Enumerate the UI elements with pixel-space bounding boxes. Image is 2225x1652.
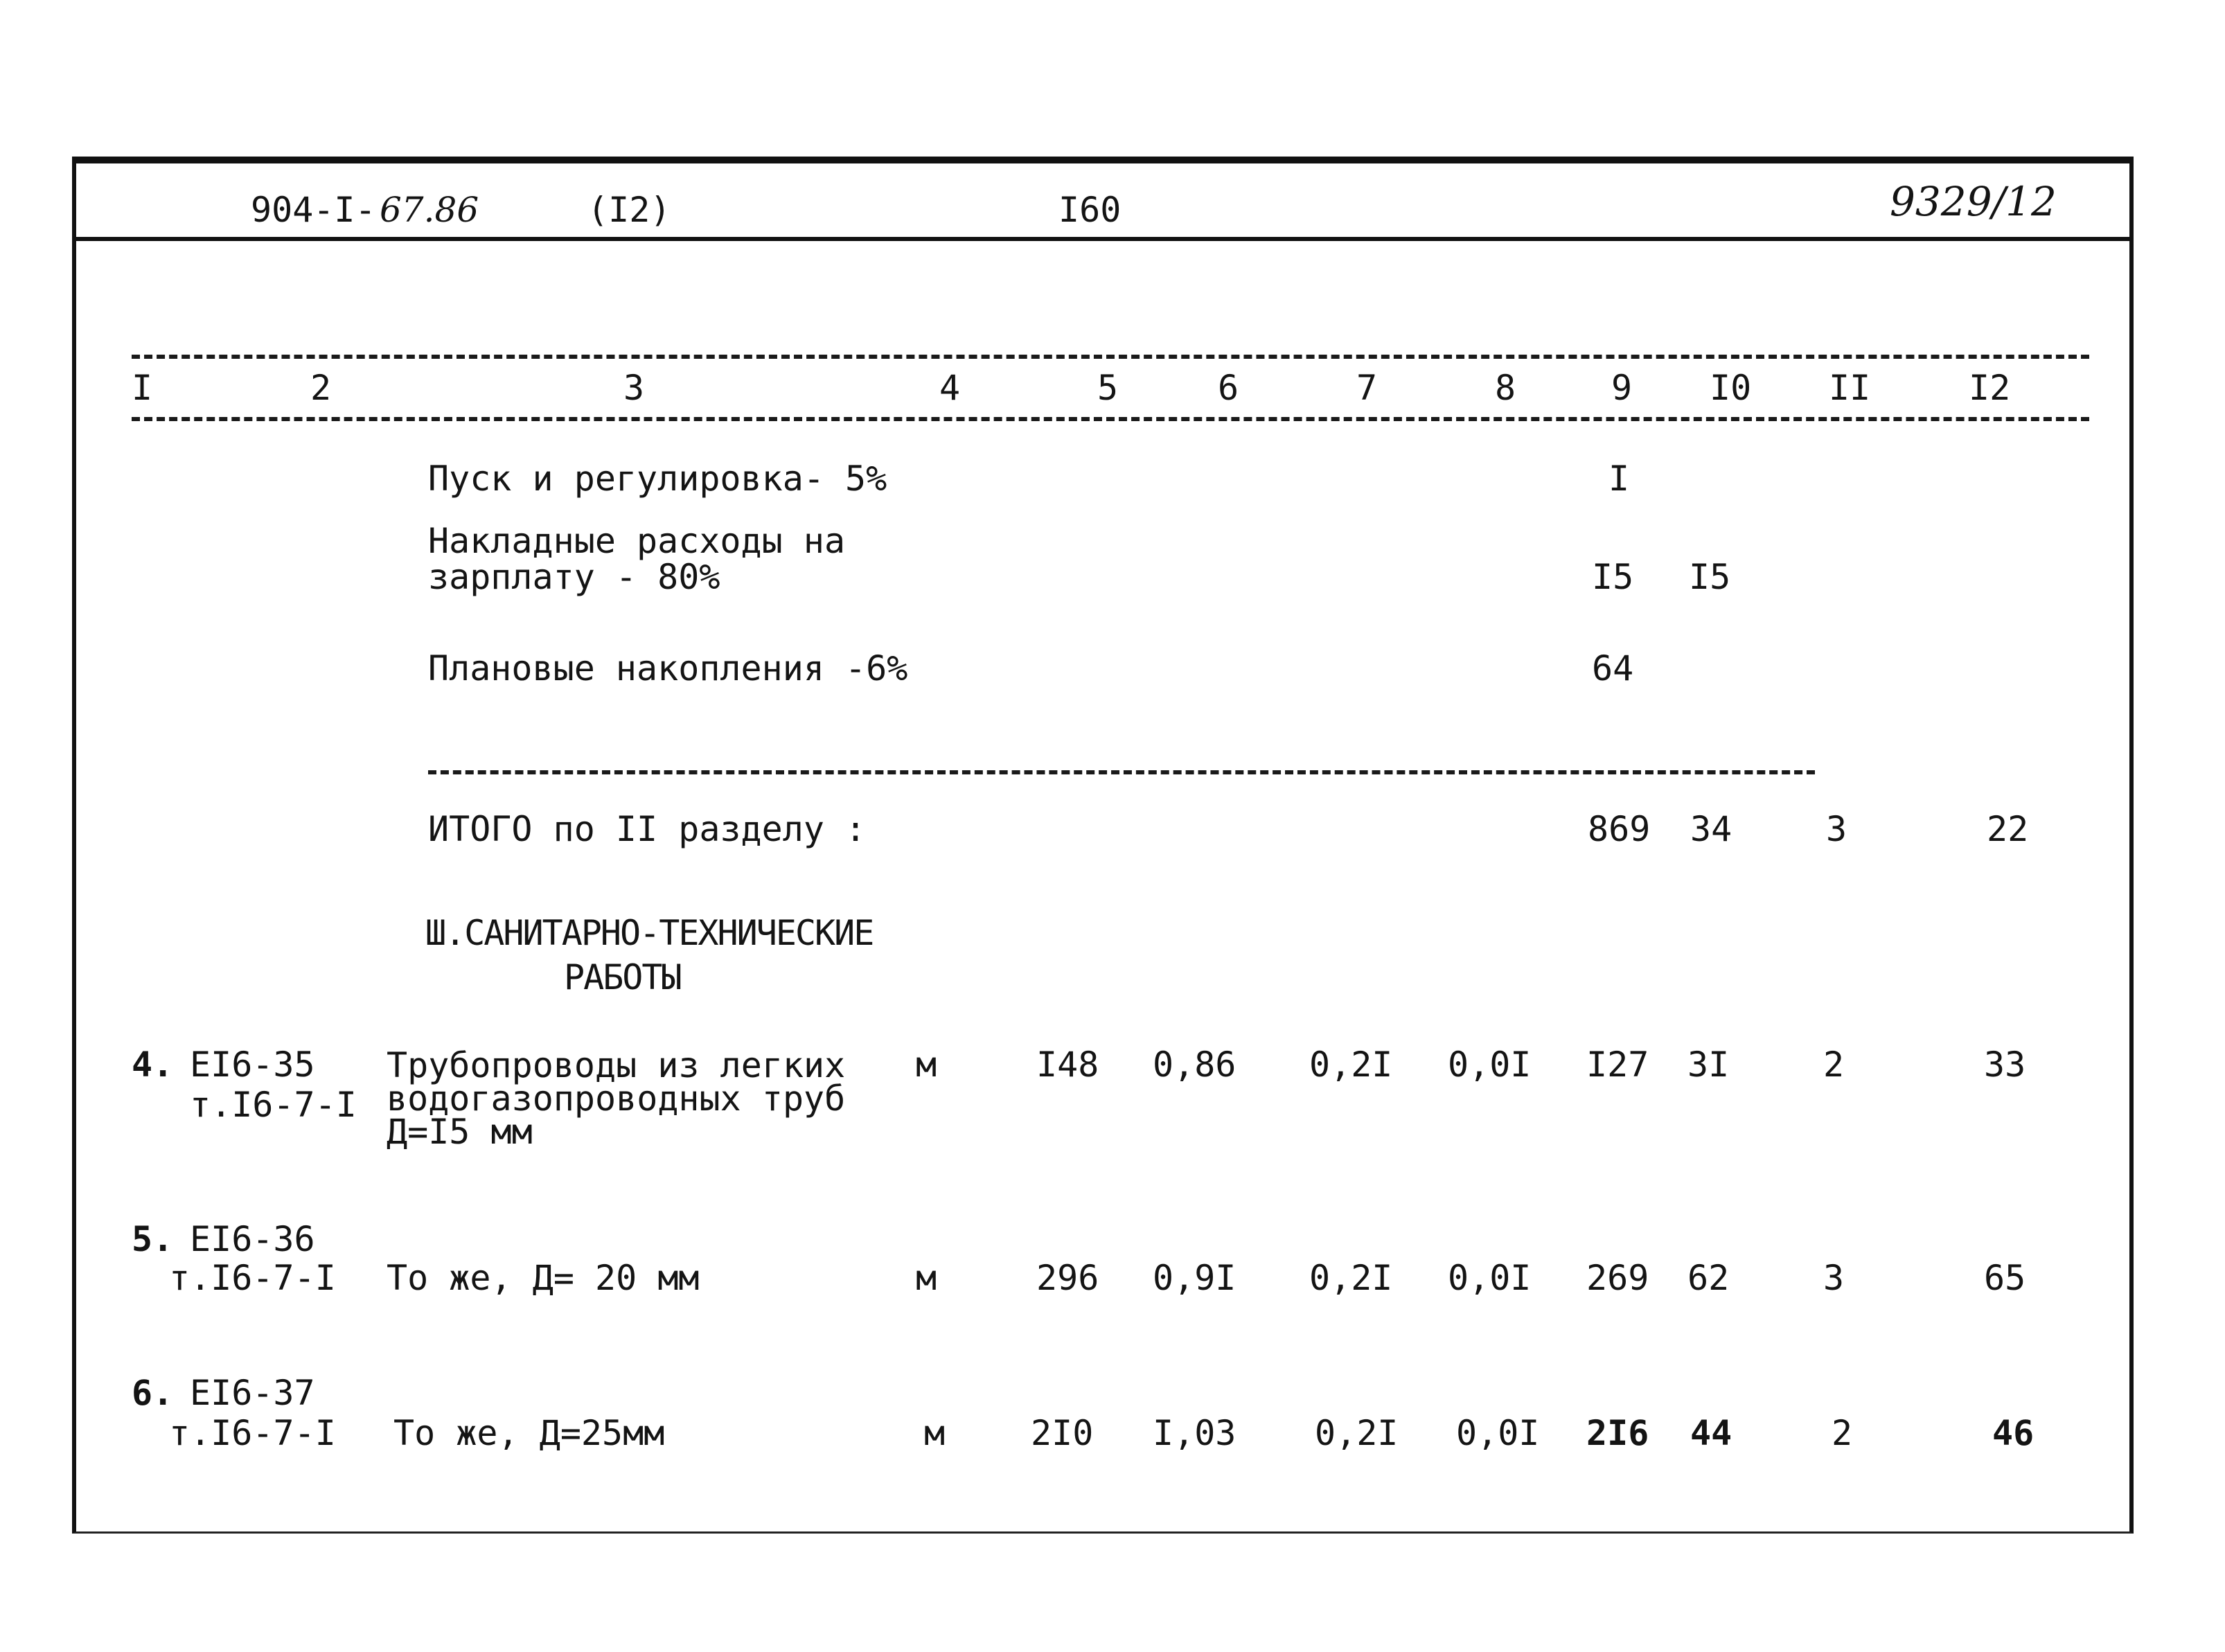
row-5-c6: 0,9I <box>1153 1258 1236 1298</box>
row-4-ref: т.I6-7-I <box>190 1085 357 1125</box>
col-header-4: 4 <box>939 368 961 408</box>
row-5-desc: То же, Д= 20 мм <box>387 1258 700 1298</box>
overhead-commissioning-c9: I <box>1608 459 1630 499</box>
row-6-c5: 2I0 <box>1031 1413 1094 1453</box>
row-5-unit: м <box>916 1258 937 1298</box>
row-5-code: EI6-36 <box>190 1219 315 1259</box>
dash-rule-bottom <box>132 417 2089 421</box>
row-6-c8: 0,0I <box>1456 1413 1540 1453</box>
dash-rule-subtotal <box>428 770 1815 774</box>
row-4-c5: I48 <box>1036 1045 1099 1085</box>
section-title-line2: РАБОТЫ <box>564 957 681 997</box>
total-c9: 869 <box>1588 809 1651 849</box>
total-label: ИТОГО по II разделу : <box>428 809 867 849</box>
row-5-ref: т.I6-7-I <box>169 1258 336 1298</box>
col-header-8: 8 <box>1495 368 1516 408</box>
row-5-c12: 65 <box>1984 1258 2026 1298</box>
col-header-1: I <box>132 368 153 408</box>
col-header-6: 6 <box>1218 368 1239 408</box>
row-6-number: 6. <box>132 1373 174 1413</box>
row-5-c5: 296 <box>1036 1258 1099 1298</box>
col-header-5: 5 <box>1097 368 1119 408</box>
col-header-11: II <box>1829 368 1871 408</box>
col-header-7: 7 <box>1356 368 1378 408</box>
row-4-number: 4. <box>132 1045 174 1085</box>
total-c11: 3 <box>1826 809 1847 849</box>
row-4-c6: 0,86 <box>1153 1045 1236 1085</box>
row-6-code: EI6-37 <box>190 1373 315 1413</box>
overhead-payroll-c10: I5 <box>1689 557 1731 597</box>
row-6-desc: То же, Д=25мм <box>393 1413 665 1453</box>
row-4-unit: м <box>916 1045 937 1085</box>
total-c12: 22 <box>1987 809 2029 849</box>
overhead-commissioning: Пуск и регулировка- 5% <box>428 459 887 499</box>
row-6-c10: 44 <box>1690 1413 1732 1453</box>
overhead-planned-savings: Плановые накопления -6% <box>428 648 908 689</box>
overhead-payroll-line2: зарплату - 80% <box>428 557 720 597</box>
row-4-c11: 2 <box>1823 1045 1845 1085</box>
row-6-c9: 2I6 <box>1586 1413 1649 1453</box>
row-6-c6: I,03 <box>1153 1413 1236 1453</box>
col-header-12: I2 <box>1969 368 2011 408</box>
header-divider <box>76 237 2129 241</box>
row-4-desc-line1: Трубопроводы из легких <box>387 1045 846 1085</box>
overhead-payroll-line1: Накладные расходы на <box>428 521 846 561</box>
row-4-c7: 0,2I <box>1309 1045 1393 1085</box>
row-5-number: 5. <box>132 1219 174 1259</box>
dash-rule-top <box>132 355 2089 359</box>
col-header-3: 3 <box>623 368 645 408</box>
page-number: I60 <box>1058 190 1122 230</box>
row-6-c7: 0,2I <box>1315 1413 1399 1453</box>
row-5-c7: 0,2I <box>1309 1258 1393 1298</box>
overhead-planned-savings-c9: 64 <box>1592 648 1634 689</box>
row-4-c9: I27 <box>1586 1045 1649 1085</box>
doc-code: 904-I- <box>251 190 376 230</box>
col-header-9: 9 <box>1611 368 1633 408</box>
row-4-desc-line2: водогазопроводных труб <box>387 1078 846 1119</box>
row-5-c10: 62 <box>1687 1258 1730 1298</box>
overhead-payroll-c9: I5 <box>1592 557 1634 597</box>
row-5-c8: 0,0I <box>1448 1258 1532 1298</box>
row-4-code: EI6-35 <box>190 1045 315 1085</box>
row-6-c11: 2 <box>1832 1413 1853 1453</box>
row-5-c11: 3 <box>1823 1258 1845 1298</box>
row-4-desc-line3: Д=I5 мм <box>387 1112 533 1152</box>
row-6-c12: 46 <box>1992 1413 2035 1453</box>
col-header-10: I0 <box>1710 368 1752 408</box>
total-c10: 34 <box>1690 809 1732 849</box>
row-6-unit: м <box>924 1413 946 1453</box>
col-header-2: 2 <box>310 368 332 408</box>
doc-code-handwritten: 67.86 <box>380 190 479 230</box>
row-4-c12: 33 <box>1984 1045 2026 1085</box>
album-number: (I2) <box>587 190 671 230</box>
row-4-c10: 3I <box>1687 1045 1730 1085</box>
sheet-number: 9329/12 <box>1890 178 2057 225</box>
sheet-frame <box>72 157 2134 1534</box>
row-5-c9: 269 <box>1586 1258 1649 1298</box>
section-title-line1: Ш.САНИТАРНО-ТЕХНИЧЕСКИЕ <box>425 913 874 953</box>
row-6-ref: т.I6-7-I <box>169 1413 336 1453</box>
row-4-c8: 0,0I <box>1448 1045 1532 1085</box>
